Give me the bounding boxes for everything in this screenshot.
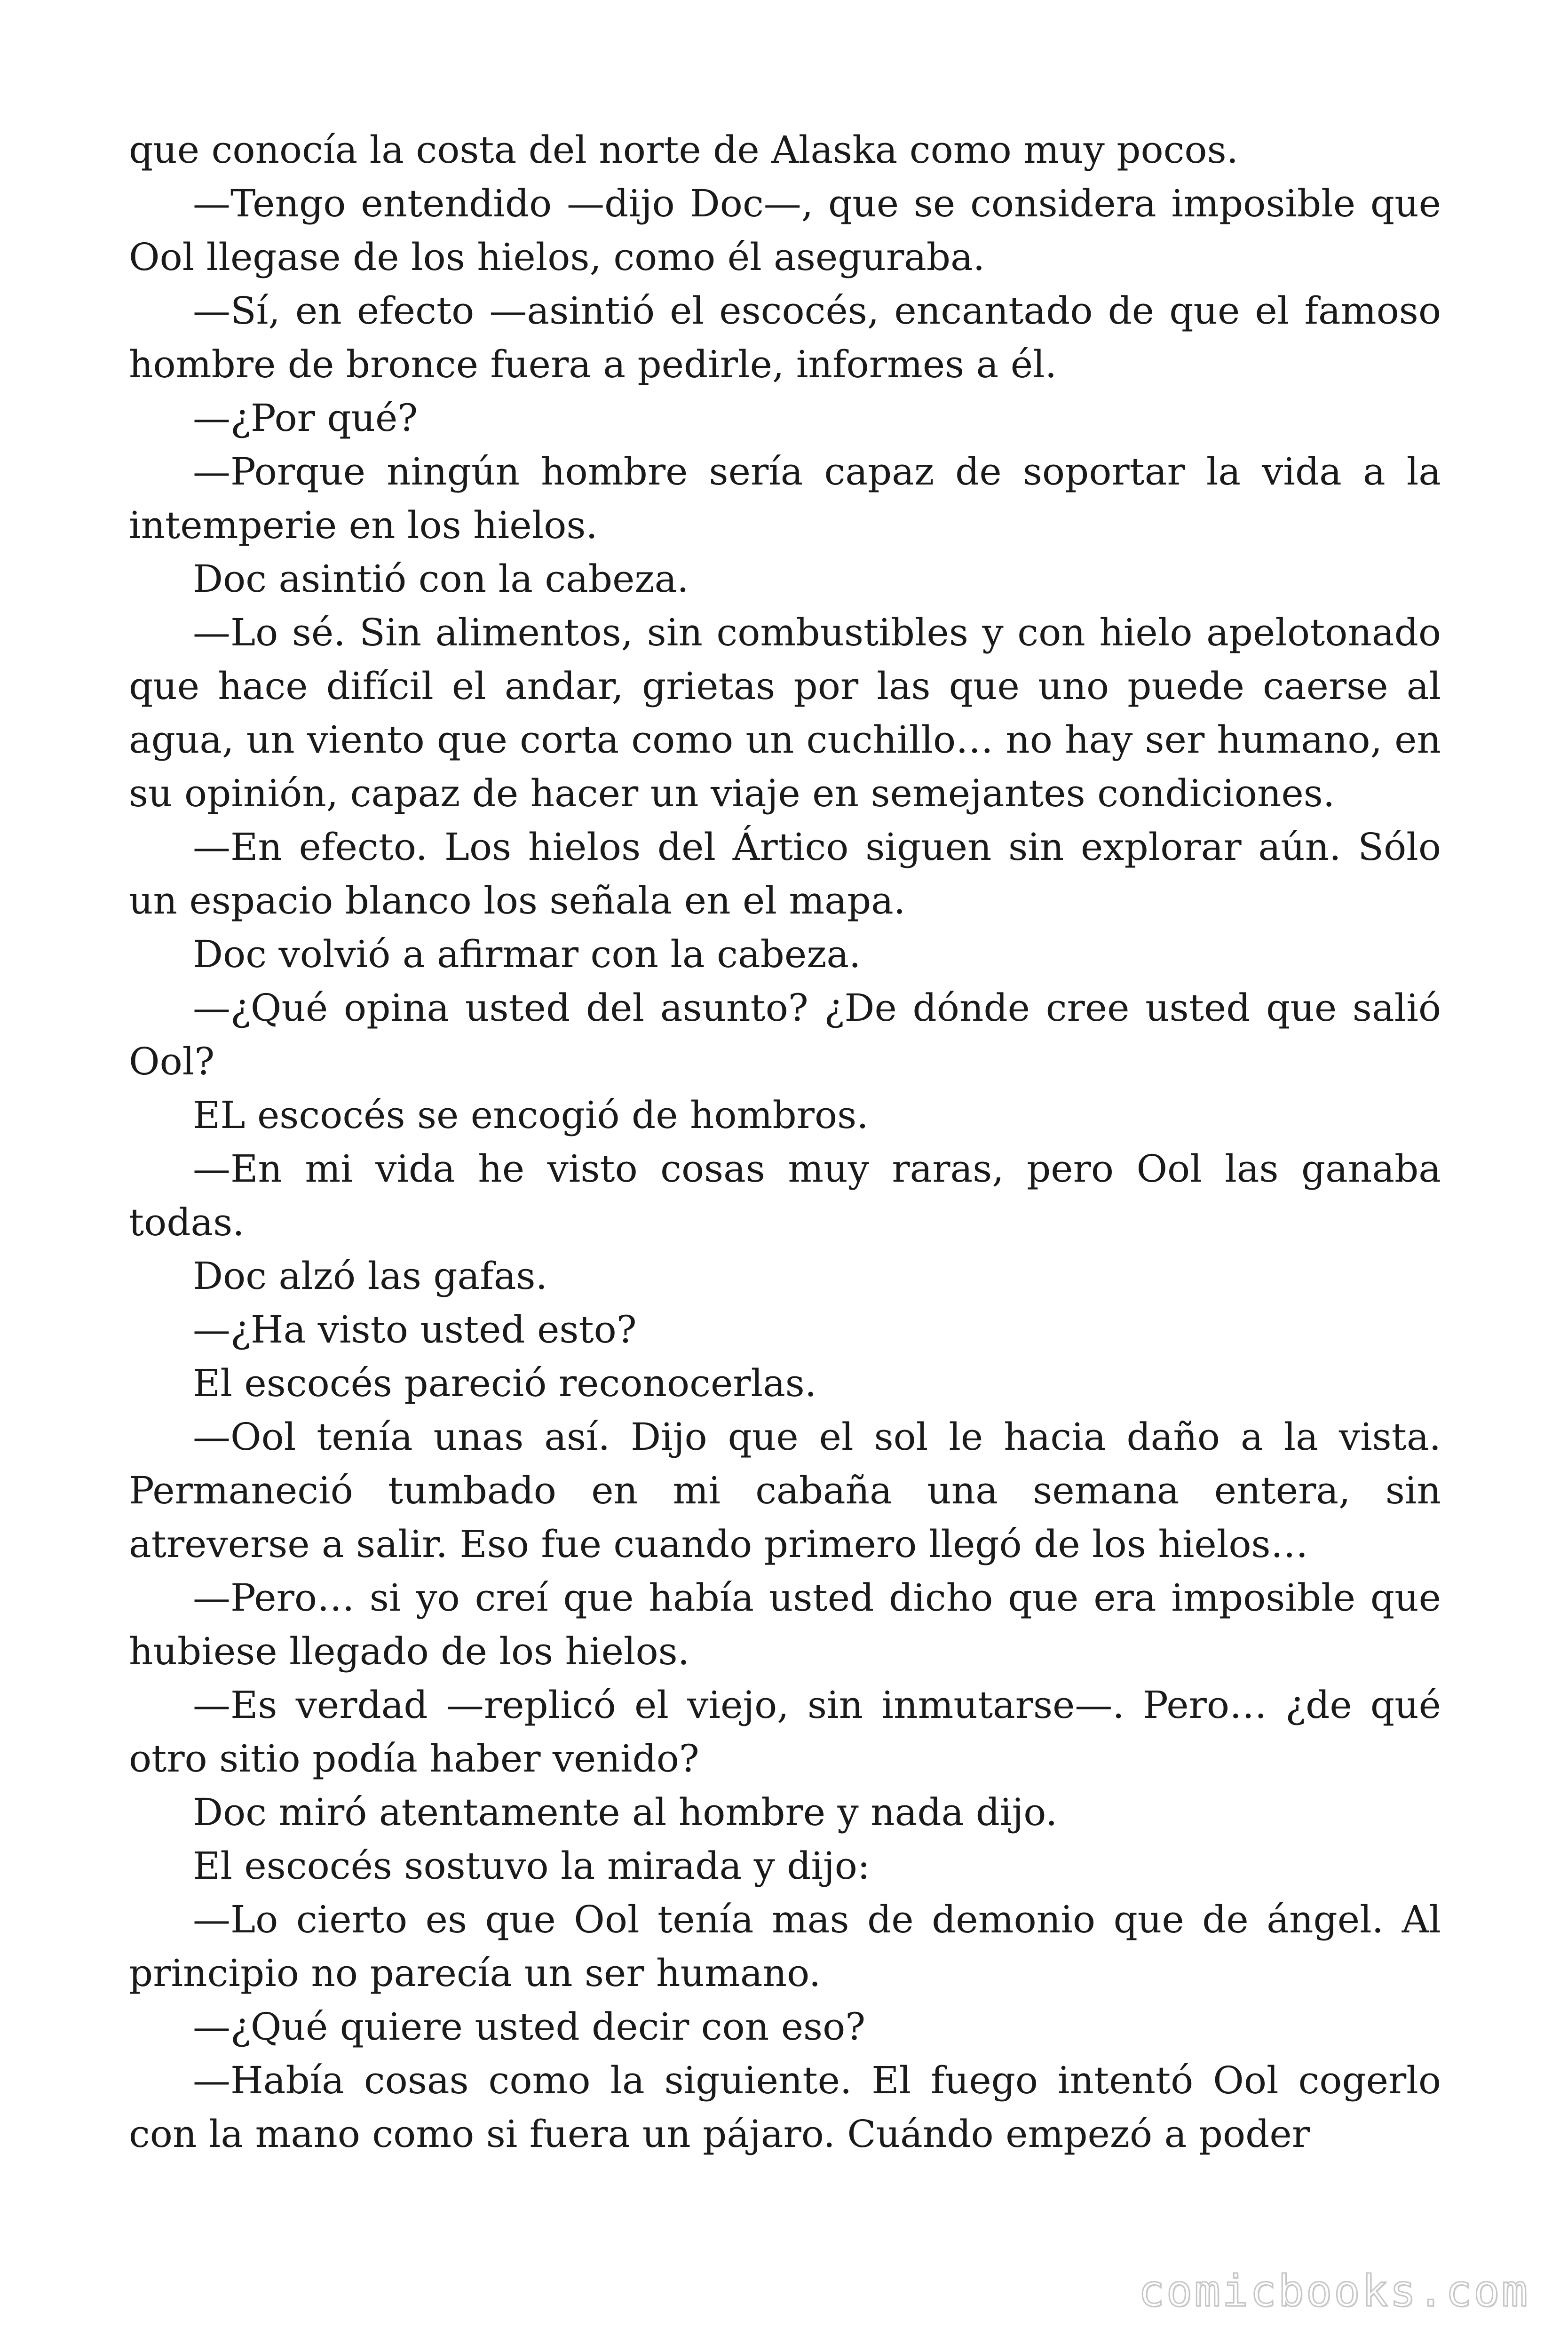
paragraph: —En efecto. Los hielos del Ártico siguen sin explorar aún. Sólo un espacio blanco los señala en el mapa. <box>129 825 1441 922</box>
paragraph: —Tengo entendido —dijo Doc—, que se considera imposible que Ool llegase de los hielos, como él aseguraba. <box>129 182 1441 279</box>
paragraph: —Pero… si yo creí que había usted dicho que era imposible que hubiese llegado de los hielos. <box>129 1576 1441 1673</box>
paragraph: —Es verdad —replicó el viejo, sin inmutarse—. Pero… ¿de qué otro sitio podía haber venido? <box>129 1683 1441 1780</box>
paragraph: —Había cosas como la siguiente. El fuego intentó Ool cogerlo con la mano como si fuera un pájaro. Cuándo empezó a poder <box>129 2058 1441 2156</box>
paragraph: —¿Qué opina usted del asunto? ¿De dónde cree usted que salió Ool? <box>129 986 1441 1083</box>
page-body <box>129 123 1441 2161</box>
watermark: comicbooks.com <box>1138 2266 1529 2316</box>
paragraph: Doc volvió a afirmar con la cabeza. <box>193 932 861 976</box>
paragraph: El escocés sostuvo la mirada y dijo: <box>193 1844 870 1888</box>
paragraph: —Porque ningún hombre sería capaz de soportar la vida a la intemperie en los hielos. <box>129 450 1441 547</box>
paragraph: —Ool tenía unas así. Dijo que el sol le hacia daño a la vista. Permaneció tumbado en mi cabaña una semana entera, sin atreverse a salir. Eso fue cuando primero llegó de los hielos… <box>129 1415 1441 1566</box>
paragraph: Doc alzó las gafas. <box>193 1254 548 1298</box>
paragraph: El escocés pareció reconocerlas. <box>193 1361 817 1405</box>
paragraph: —¿Ha visto usted esto? <box>193 1308 637 1351</box>
paragraph: —¿Por qué? <box>193 396 418 440</box>
paragraph: —Sí, en efecto —asintió el escocés, encantado de que el famoso hombre de bronce fuera a pedirle, informes a él. <box>129 289 1441 386</box>
paragraph: —En mi vida he visto cosas muy raras, pero Ool las ganaba todas. <box>129 1147 1441 1244</box>
paragraph: Doc miró atentamente al hombre y nada dijo. <box>193 1790 1058 1834</box>
paragraph: que conocía la costa del norte de Alaska como muy pocos. <box>129 128 1239 172</box>
paragraph: —¿Qué quiere usted decir con eso? <box>193 2005 866 2049</box>
paragraph: EL escocés se encogió de hombros. <box>193 1093 869 1137</box>
paragraph: —Lo sé. Sin alimentos, sin combustibles y con hielo apelotonado que hace difícil el andar, grietas por las que uno puede caerse al agua, un viento que corta como un cuchillo… no hay ser humano, en su opinión, capaz de hacer un viaje en semejantes condiciones. <box>129 611 1441 815</box>
paragraph: Doc asintió con la cabeza. <box>193 557 689 601</box>
paragraph: —Lo cierto es que Ool tenía mas de demonio que de ángel. Al principio no parecía un ser humano. <box>129 1898 1441 1995</box>
